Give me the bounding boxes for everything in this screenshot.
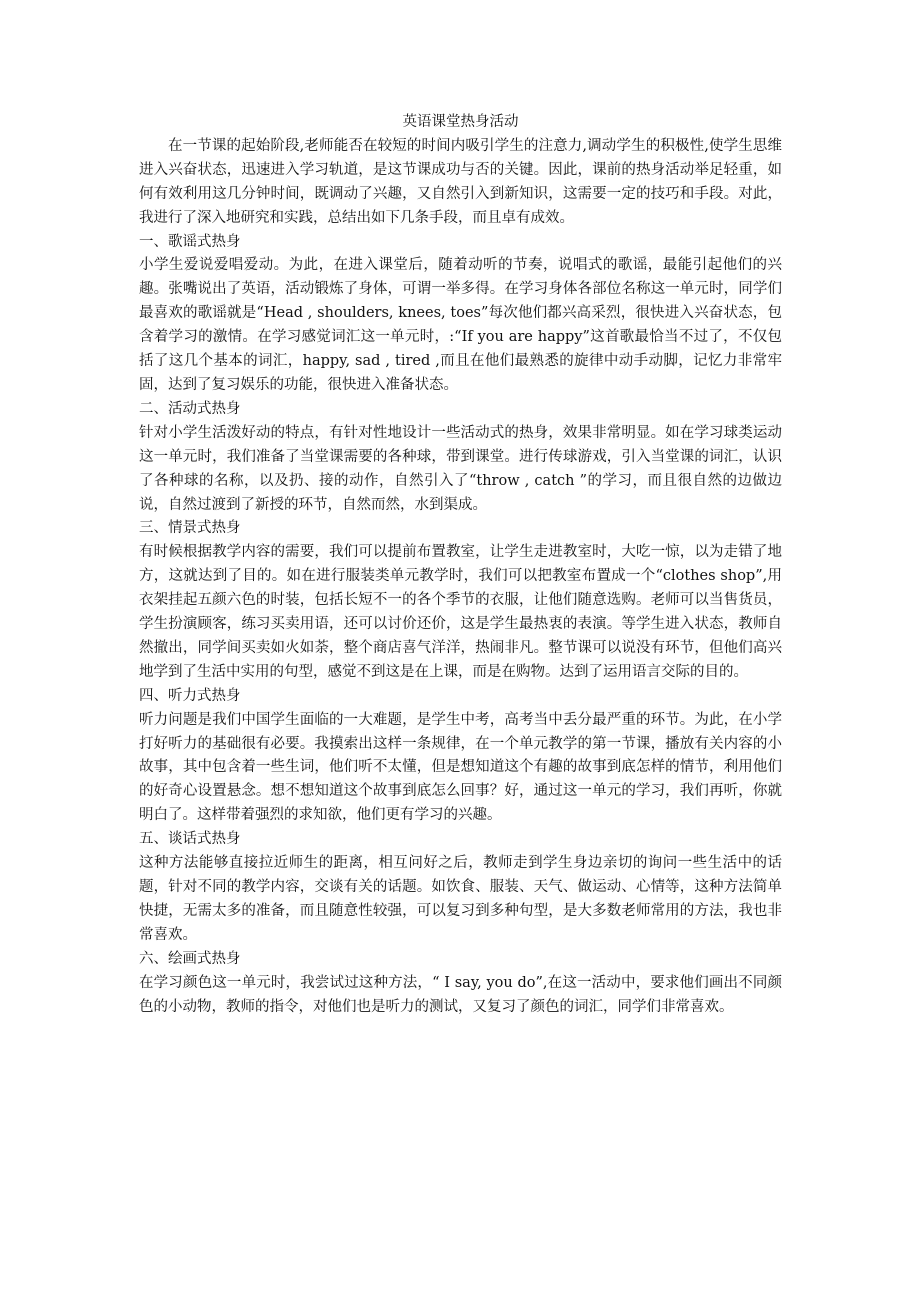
section-heading: 一、歌谣式热身: [139, 233, 241, 250]
document-title: 英语课堂热身活动: [402, 114, 519, 130]
section-heading: 六、绘画式热身: [139, 950, 241, 967]
section-body: 在学习颜色这一单元时，我尝试过这种方法，“ I say, you do”,在这一活动中，要求他们画出不同颜色的小动物，教师的指令，对他们也是听力的测试，又复习了颜色的词汇，同学们非常喜欢。: [139, 974, 782, 1015]
section-body: 这种方法能够直接拉近师生的距离，相互问好之后，教师走到学生身边亲切的询问一些生活中的话题，针对不同的教学内容，交谈有关的话题。如饮食、服装、天气、做运动、心情等，这种方法简单快捷，无需太多的准备，而且随意性较强，可以复习到多种句型，是大多数老师常用的方法，我也非常喜欢。: [139, 855, 782, 943]
section-conversation: [139, 828, 782, 948]
section-scenario: [139, 517, 782, 684]
section-body: 针对小学生活泼好动的特点，有针对性地设计一些活动式的热身，效果非常明显。如在学习球类运动这一单元时，我们准备了当堂课需要的各种球，带到课堂。进行传球游戏，引入当堂课的词汇，认识了各种球的名称，以及扔、接的动作，自然引入了“throw , catch ”的学习，而且很自然的边做边说，自然过渡到了新授的环节，自然而然，水到渠成。: [139, 424, 782, 513]
section-listening: [139, 685, 782, 828]
section-heading: 三、情景式热身: [139, 520, 241, 537]
section-heading: 二、活动式热身: [139, 400, 241, 417]
intro-paragraph: 在一节课的起始阶段,老师能否在较短的时间内吸引学生的注意力,调动学生的积极性,使学生思维进入兴奋状态，迅速进入学习轨道，是这节课成功与否的关键。因此，课前的热身活动举足轻重，如何有效利用这几分钟时间，既调动了兴趣，又自然引入到新知识，这需要一定的技巧和手段。对此，我进行了深入地研究和实践，总结出如下几条手段，而且卓有成效。: [139, 137, 782, 226]
section-heading: 五、谈话式热身: [139, 831, 241, 848]
section-body: 听力问题是我们中国学生面临的一大难题，是学生中考，高考当中丢分最严重的环节。为此，在小学打好听力的基础很有必要。我摸索出这样一条规律，在一个单元教学的第一节课，播放有关内容的小故事，其中包含着一些生词，他们听不太懂，但是想知道这个有趣的故事到底怎样的情节，利用他们的好奇心设置悬念。想不想知道这个故事到底怎么回事？好，通过这一单元的学习，我们再听，你就明白了。这样带着强烈的求知欲，他们更有学习的兴趣。: [139, 711, 782, 824]
section-heading: 四、听力式热身: [139, 687, 241, 704]
section-drawing: [139, 948, 782, 1020]
section-body: 有时候根据教学内容的需要，我们可以提前布置教室，让学生走进教室时，大吃一惊，以为走错了地方，这就达到了目的。如在进行服装类单元教学时，我们可以把教室布置成一个“clothes shop”,用衣架挂起五颜六色的时装，包括长短不一的各个季节的衣服，让他们随意选购。老师可以当售货员，学生扮演顾客，练习买卖用语，还可以讨价还价，这是学生最热衷的表演。等学生进入状态，教师自然撤出，同学间买卖如火如荼，整个商店喜气洋洋，热闹非凡。整节课可以说没有环节，但他们高兴地学到了生活中实用的句型，感觉不到这是在上课，而是在购物。达到了运用语言交际的目的。: [139, 544, 782, 680]
section-activity: [139, 398, 782, 518]
section-body: 小学生爱说爱唱爱动。为此，在进入课堂后，随着动听的节奏，说唱式的歌谣，最能引起他们的兴趣。张嘴说出了英语，活动锻炼了身体，可谓一举多得。在学习身体各部位名称这一单元时，同学们最喜欢的歌谣就是“Head , shoulders, knees, toes”每次他们都兴高采烈，很快进入兴奋状态，包含着学习的激情。在学习感觉词汇这一单元时，:“If you are happy”这首歌最恰当不过了，不仅包括了这几个基本的词汇，happy, sad , tired ,而且在他们最熟悉的旋律中动手动脚，记忆力非常牢固，达到了复习娱乐的功能，很快进入准备状态。: [139, 257, 782, 393]
document-page: [139, 111, 782, 1019]
section-song: [139, 231, 782, 398]
